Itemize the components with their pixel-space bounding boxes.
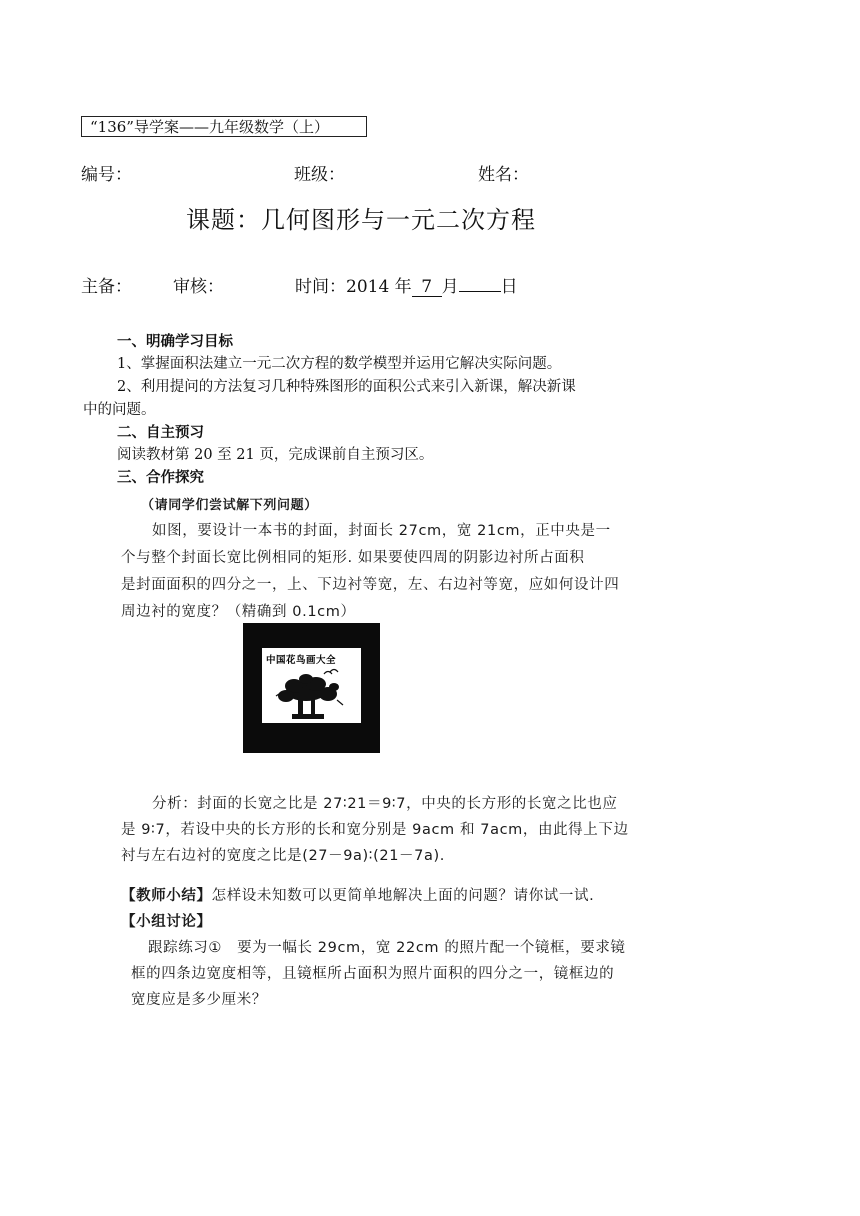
analysis-line-3: 衬与左右边衬的宽度之比是(27－9a)∶(21－7a). [121, 848, 445, 864]
exercise-line-2: 框的四条边宽度相等，且镜框所占面积为照片面积的四分之一，镜框边的 [131, 966, 615, 982]
time-prefix: 时间：2014 年 [295, 277, 412, 297]
cover-title-text: 中国花鸟画大全 [266, 655, 337, 666]
problem-line-3: 是封面面积的四分之一，上、下边衬等宽，左、右边衬等宽，应如何设计四 [121, 577, 620, 593]
day-label: 日 [500, 277, 518, 297]
reviewer-label: 审核： [173, 277, 224, 297]
problem-prompt: （请同学们尝试解下列问题） [141, 498, 318, 513]
book-cover-figure [243, 623, 380, 753]
section1-heading: 一、明确学习目标 [117, 334, 233, 350]
preparer-label: 主备： [81, 277, 132, 297]
month-label: 月 [441, 277, 459, 297]
problem-line-1: 如图，要设计一本书的封面，封面长 27cm，宽 21cm，正中央是一 [152, 523, 611, 539]
date-line [295, 272, 518, 297]
flower-bird-illustration [262, 648, 361, 723]
teacher-summary [121, 884, 594, 905]
analysis-line-2: 是 9∶7，若设中央的长方形的长和宽分别是 9acm 和 7acm，由此得上下边 [121, 822, 629, 838]
day-value [459, 291, 501, 292]
lesson-title: 课题：几何图形与一元二次方程 [186, 206, 536, 234]
analysis-line-1: 分析：封面的长宽之比是 27∶21＝9∶7，中央的长方形的长宽之比也应 [152, 796, 618, 812]
preview-instruction: 阅读教材第 20 至 21 页，完成课前自主预习区。 [117, 447, 434, 463]
exercise-line-1: 跟踪练习① 要为一幅长 29cm，宽 22cm 的照片配一个镜框，要求镜 [148, 940, 626, 956]
month-value: 7 [412, 278, 442, 297]
teacher-summary-tag: 【教师小结】 [121, 888, 212, 904]
group-discussion-tag: 【小组讨论】 [121, 914, 212, 930]
section2-heading: 二、自主预习 [117, 425, 204, 441]
objective-2-line1: 2、利用提问的方法复习几种特殊图形的面积公式来引入新课，解决新课 [117, 379, 576, 395]
teacher-summary-text: 怎样设未知数可以更简单地解决上面的问题？请你试一试. [211, 888, 595, 904]
course-header-box: “136”导学案——九年级数学（上） [81, 116, 367, 137]
exercise-line-3: 宽度应是多少厘米？ [131, 992, 267, 1008]
section3-heading: 三、合作探究 [117, 470, 204, 486]
problem-line-2: 个与整个封面长宽比例相同的矩形. 如果要使四周的阴影边衬所占面积 [121, 550, 585, 566]
name-label: 姓名： [478, 165, 529, 185]
number-label: 编号： [81, 165, 132, 185]
objective-1: 1、掌握面积法建立一元二次方程的数学模型并运用它解决实际问题。 [117, 356, 562, 372]
cover-center-rectangle [262, 648, 361, 723]
class-label: 班级： [294, 165, 345, 185]
problem-line-4: 周边衬的宽度？（精确到 0.1cm） [121, 604, 356, 620]
objective-2-line2: 中的问题。 [83, 402, 156, 418]
